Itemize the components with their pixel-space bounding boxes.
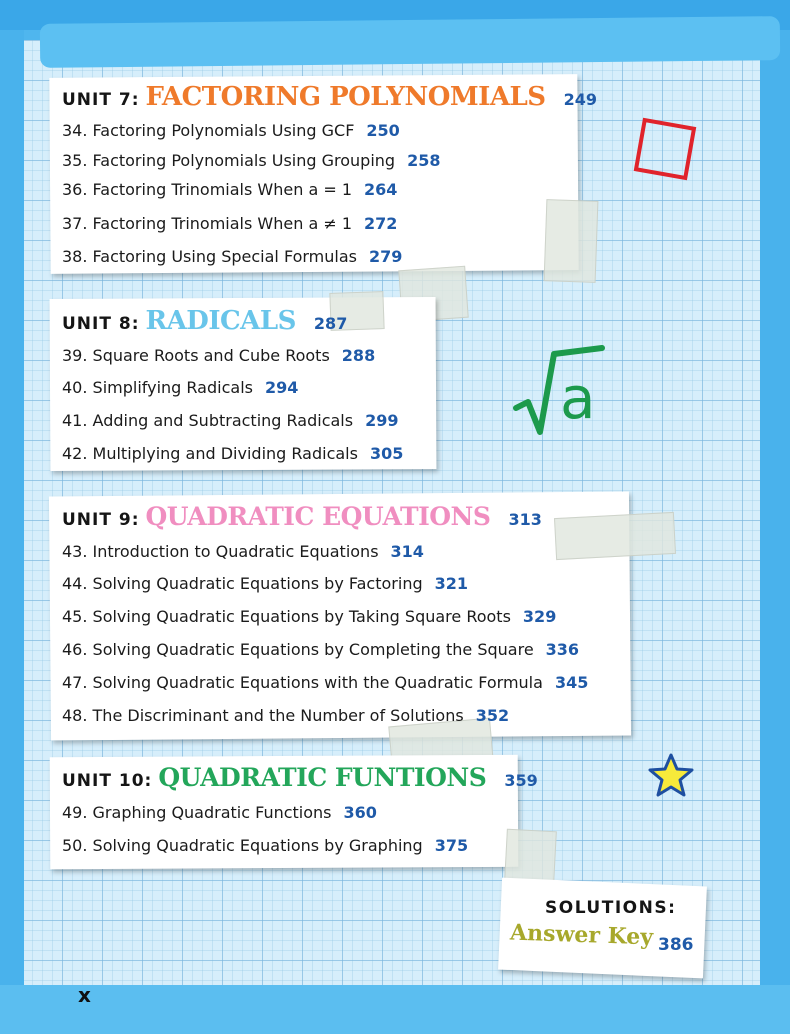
lesson-entry [62, 247, 402, 266]
lesson-entry [62, 378, 298, 397]
lesson-title: 35. Factoring Polynomials Using Grouping [62, 151, 396, 170]
lesson-entry [62, 346, 375, 365]
lesson-page-number: 352 [475, 706, 510, 725]
lesson-title: 34. Factoring Polynomials Using GCF [62, 121, 355, 140]
lesson-entry [62, 214, 397, 233]
solutions-label: SOLUTIONS: [545, 898, 677, 918]
unit-title: QUADRATIC FUNTIONS [158, 763, 487, 792]
lesson-title: 45. Solving Quadratic Equations by Taking Square Roots [62, 607, 511, 626]
frame-top-tape [40, 16, 780, 68]
lesson-title: 47. Solving Quadratic Equations with the Quadratic Formula [62, 673, 543, 692]
unit-title: FACTORING POLYNOMIALS [145, 82, 546, 112]
unit-title: QUADRATIC EQUATIONS [145, 502, 491, 531]
lesson-page-number: 264 [364, 180, 398, 199]
page-number: x [78, 983, 91, 1007]
lesson-entry [62, 803, 377, 822]
lesson-page-number: 294 [264, 378, 299, 397]
unit-page-number: 359 [504, 771, 538, 790]
frame-bottom [0, 985, 790, 1034]
frame-right [760, 0, 790, 1034]
lesson-page-number: 305 [369, 444, 404, 463]
unit-10-heading [62, 763, 538, 792]
lesson-title: 41. Adding and Subtracting Radicals [62, 411, 354, 430]
star-icon [647, 752, 695, 798]
lesson-title: 39. Square Roots and Cube Roots [62, 346, 330, 365]
lesson-entry [62, 607, 556, 626]
lesson-page-number: 314 [390, 542, 424, 561]
frame-left [0, 0, 24, 1034]
lesson-entry [62, 444, 403, 463]
lesson-title: 50. Solving Quadratic Equations by Graphing [62, 836, 423, 855]
lesson-page-number: 272 [364, 214, 398, 233]
lesson-entry [62, 411, 399, 430]
lesson-entry [62, 706, 509, 725]
svg-text:a: a [560, 364, 596, 432]
lesson-title: 37. Factoring Trinomials When a ≠ 1 [62, 214, 353, 233]
lesson-page-number: 375 [434, 836, 469, 855]
square-root-icon [510, 340, 610, 440]
lesson-page-number: 321 [434, 574, 469, 593]
unit-page-number: 249 [563, 90, 597, 109]
unit-label: UNIT 10: [62, 771, 153, 791]
unit-label: UNIT 8: [62, 314, 140, 334]
unit-8-heading [62, 306, 347, 336]
lesson-page-number: 250 [366, 121, 400, 140]
lesson-entry [62, 640, 579, 659]
tape-strip [544, 199, 599, 283]
unit-9-heading [62, 502, 542, 531]
unit-7-heading [62, 82, 597, 112]
unit-page-number: 287 [313, 314, 348, 333]
unit-title: RADICALS [145, 306, 296, 336]
solutions-page-number: 386 [658, 935, 694, 955]
lesson-page-number: 345 [554, 673, 589, 692]
lesson-page-number: 279 [368, 247, 403, 266]
lesson-title: 42. Multiplying and Dividing Radicals [62, 444, 358, 463]
lesson-page-number: 299 [365, 411, 399, 430]
lesson-entry [62, 574, 468, 593]
lesson-entry [62, 180, 397, 199]
lesson-entry [62, 151, 440, 170]
tape-strip [554, 512, 676, 560]
unit-label: UNIT 9: [62, 510, 140, 530]
answer-key-title: Answer Key [509, 919, 654, 951]
unit-label: UNIT 7: [62, 90, 140, 110]
lesson-page-number: 336 [545, 640, 580, 659]
lesson-page-number: 360 [343, 803, 377, 822]
lesson-page-number: 329 [522, 607, 557, 626]
lesson-title: 38. Factoring Using Special Formulas [62, 247, 357, 266]
lesson-title: 36. Factoring Trinomials When a = 1 [62, 180, 353, 199]
lesson-title: 43. Introduction to Quadratic Equations [62, 542, 379, 561]
lesson-title: 44. Solving Quadratic Equations by Factoring [62, 574, 423, 593]
lesson-page-number: 288 [341, 346, 376, 365]
lesson-title: 49. Graphing Quadratic Functions [62, 803, 332, 822]
red-square-icon [634, 118, 697, 181]
lesson-page-number: 258 [407, 151, 441, 170]
lesson-entry [62, 673, 588, 692]
unit-page-number: 313 [508, 510, 542, 529]
lesson-title: 40. Simplifying Radicals [62, 378, 253, 397]
lesson-title: 46. Solving Quadratic Equations by Completing the Square [62, 640, 534, 659]
lesson-entry [62, 542, 424, 561]
lesson-title: 48. The Discriminant and the Number of Solutions [62, 706, 464, 725]
lesson-entry [62, 836, 468, 855]
lesson-entry [62, 121, 400, 140]
